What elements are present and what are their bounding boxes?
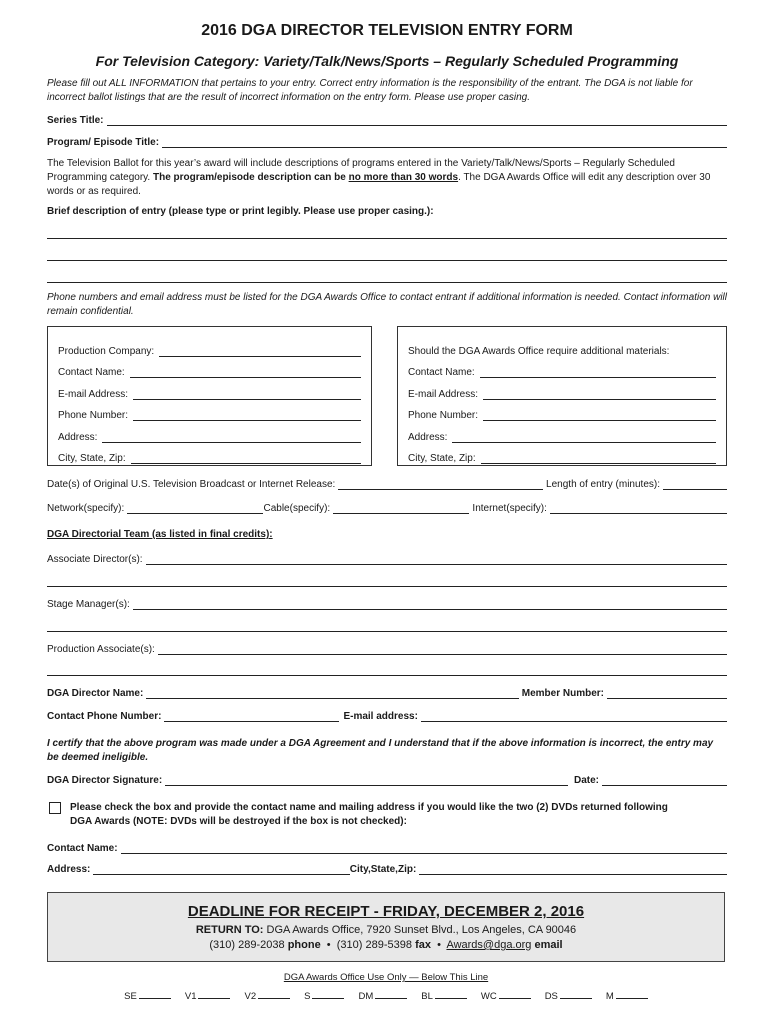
production-company-label: Production Company: — [58, 345, 155, 357]
date-field[interactable] — [602, 774, 727, 786]
office-code-blank[interactable] — [258, 989, 290, 999]
word-limit: no more than 30 words — [348, 172, 459, 183]
member-number-field[interactable] — [607, 687, 727, 699]
additional-materials-heading: Should the DGA Awards Office require additional materials: — [408, 345, 670, 357]
member-number-label: Member Number: — [521, 688, 604, 699]
form-header — [47, 20, 727, 105]
date-label: Date: — [573, 775, 599, 786]
production-associate-line-2[interactable] — [47, 674, 727, 676]
contact-name-field[interactable] — [130, 366, 361, 378]
series-title-label: Series Title: — [47, 115, 104, 126]
office-use-codes — [47, 989, 725, 1002]
office-code-blank[interactable] — [499, 989, 531, 999]
phone-label: Phone Number: — [58, 410, 129, 421]
program-title-field[interactable] — [162, 136, 727, 148]
office-code-blank[interactable] — [312, 989, 344, 999]
office-code-blank[interactable] — [198, 989, 230, 999]
email-label: E-mail Address: — [58, 388, 129, 400]
office-fax: (310) 289-5398 — [336, 939, 412, 951]
materials-city-field[interactable] — [481, 452, 716, 464]
office-code-v1[interactable]: V1 — [185, 989, 231, 1002]
materials-email-label: E-mail Address: — [408, 388, 479, 400]
contact-note: Phone numbers and email address must be listed for the DGA Awards Office to contact entrant if additional information is needed. Contact information will remain confidential. — [47, 292, 727, 317]
production-company-field[interactable] — [159, 345, 361, 357]
production-associate-field[interactable] — [158, 643, 727, 655]
office-email-link[interactable]: Awards@dga.org — [446, 939, 532, 951]
team-heading: DGA Directorial Team (as listed in final credits): — [47, 529, 273, 540]
signature-field[interactable] — [165, 774, 568, 786]
series-title-row — [47, 114, 727, 128]
director-email-label: E-mail address: — [343, 711, 418, 722]
contact-line: (310) 289-2038 phone • (310) 289-5398 fax • Awards@dga.org email — [209, 939, 563, 951]
network-label: Network(specify): — [47, 503, 125, 514]
return-to-line — [48, 924, 724, 936]
form-intro: Please fill out ALL INFORMATION that pertains to your entry. Correct entry information is the responsibility of the entrant. The DGA is not liable for incorrect ballot listings that are the result of incorrect information on the entry form. Please use proper casing. — [47, 78, 693, 103]
internet-label: Internet(specify): — [472, 503, 547, 514]
email-field[interactable] — [133, 388, 361, 400]
dvd-return-checkbox[interactable] — [49, 802, 61, 814]
contact-name-label: Contact Name: — [58, 367, 125, 378]
brief-description-label: Brief description of entry (please type or print legibly. Please use proper casing.): — [47, 206, 434, 217]
production-company-box — [47, 326, 372, 466]
internet-field[interactable] — [550, 502, 727, 514]
series-title-field[interactable] — [107, 114, 727, 126]
office-code-bl[interactable]: BL — [421, 989, 467, 1002]
ballot-description-text: The Television Ballot for this year’s award will include descriptions of programs entered in the Variety/Talk/News/Sports – Regularly Scheduled Programming category. The program/episode description can be no more than 30 words. The DGA Awards Office will edit any description over 30 words or as required. — [47, 158, 711, 197]
associate-director-label: Associate Director(s): — [47, 554, 143, 565]
office-code-blank[interactable] — [616, 989, 648, 999]
broadcast-dates-row — [47, 478, 727, 492]
materials-phone-label: Phone Number: — [408, 410, 479, 421]
materials-contact-name-field[interactable] — [480, 366, 716, 378]
materials-phone-field[interactable] — [483, 409, 716, 421]
office-code-wc[interactable]: WC — [481, 989, 531, 1002]
materials-address-field[interactable] — [452, 431, 716, 443]
certify-statement: I certify that the above program was made under a DGA Agreement and I understand that if the above information is incorrect, the entry may be deemed ineligible. — [47, 738, 714, 763]
program-title-row — [47, 136, 727, 150]
city-field[interactable] — [131, 452, 361, 464]
contact-phone-field[interactable] — [164, 710, 339, 722]
materials-address-label: Address: — [408, 431, 448, 443]
description-line-2[interactable] — [47, 259, 727, 261]
office-code-blank[interactable] — [375, 989, 407, 999]
broadcast-dates-label: Date(s) of Original U.S. Television Broadcast or Internet Release: — [47, 479, 336, 490]
office-code-blank[interactable] — [139, 989, 171, 999]
associate-director-field[interactable] — [146, 553, 727, 565]
return-contact-label: Contact Name: — [47, 843, 118, 854]
stage-manager-field[interactable] — [133, 598, 727, 610]
return-to-label: RETURN TO: — [195, 924, 264, 936]
office-code-v2[interactable]: V2 — [244, 989, 290, 1002]
broadcast-dates-field[interactable] — [338, 478, 543, 490]
office-code-se[interactable]: SE — [124, 989, 171, 1002]
additional-materials-box — [397, 326, 727, 466]
form-title: 2016 DGA DIRECTOR TELEVISION ENTRY FORM — [201, 22, 573, 39]
office-use-section — [47, 972, 725, 1002]
length-label: Length of entry (minutes): — [546, 479, 660, 490]
description-line-1[interactable] — [47, 237, 727, 239]
director-name-field[interactable] — [146, 687, 518, 699]
cable-field[interactable] — [333, 502, 469, 514]
contact-phone-label: Contact Phone Number: — [47, 711, 162, 722]
office-phone: (310) 289-2038 — [209, 939, 285, 951]
materials-email-field[interactable] — [483, 388, 716, 400]
dvd-return-row — [47, 801, 727, 829]
director-email-field[interactable] — [421, 710, 727, 722]
program-title-label: Program/ Episode Title: — [47, 137, 160, 148]
stage-manager-line-2[interactable] — [47, 630, 727, 632]
office-code-s[interactable]: S — [304, 989, 344, 1002]
cable-label: Cable(specify): — [263, 503, 331, 514]
office-code-blank[interactable] — [435, 989, 467, 999]
materials-contact-name-label: Contact Name: — [408, 367, 475, 378]
dvd-return-text: Please check the box and provide the contact name and mailing address if you would like the two (2) DVDs returned following DGA Awards (NOTE: DVDs will be destroyed if the box is not checked): — [70, 802, 668, 827]
stage-manager-label: Stage Manager(s): — [47, 599, 130, 610]
deadline-box — [47, 892, 725, 962]
return-address: DGA Awards Office, 7920 Sunset Blvd., Los Angeles, CA 90046 — [266, 924, 577, 936]
office-use-heading: DGA Awards Office Use Only — Below This Line — [283, 972, 489, 983]
phone-field[interactable] — [133, 409, 361, 421]
office-code-ds[interactable]: DS — [545, 989, 592, 1002]
deadline-title: DEADLINE FOR RECEIPT - FRIDAY, DECEMBER 2, 2016 — [187, 903, 585, 920]
return-city-label: City,State,Zip: — [349, 864, 417, 875]
network-row — [47, 502, 727, 516]
return-city-field[interactable] — [419, 863, 727, 875]
associate-director-line-2[interactable] — [47, 585, 727, 587]
return-address-field[interactable] — [93, 863, 349, 875]
contact-boxes — [47, 326, 727, 466]
director-name-label: DGA Director Name: — [47, 688, 144, 699]
address-label: Address: — [58, 431, 98, 443]
return-address-label: Address: — [47, 864, 91, 875]
form-subtitle: For Television Category: Variety/Talk/News/Sports – Regularly Scheduled Programming — [95, 53, 679, 69]
materials-city-label: City, State, Zip: — [408, 453, 476, 464]
office-code-dm[interactable]: DM — [358, 989, 407, 1002]
production-associate-label: Production Associate(s): — [47, 644, 155, 655]
office-code-m[interactable]: M — [606, 989, 648, 1002]
network-field[interactable] — [127, 502, 263, 514]
description-line-3[interactable] — [47, 281, 727, 283]
length-field[interactable] — [663, 478, 727, 490]
return-contact-field[interactable] — [121, 842, 727, 854]
city-label: City, State, Zip: — [58, 453, 126, 464]
office-code-blank[interactable] — [560, 989, 592, 999]
address-field[interactable] — [102, 431, 361, 443]
signature-label: DGA Director Signature: — [47, 775, 163, 786]
